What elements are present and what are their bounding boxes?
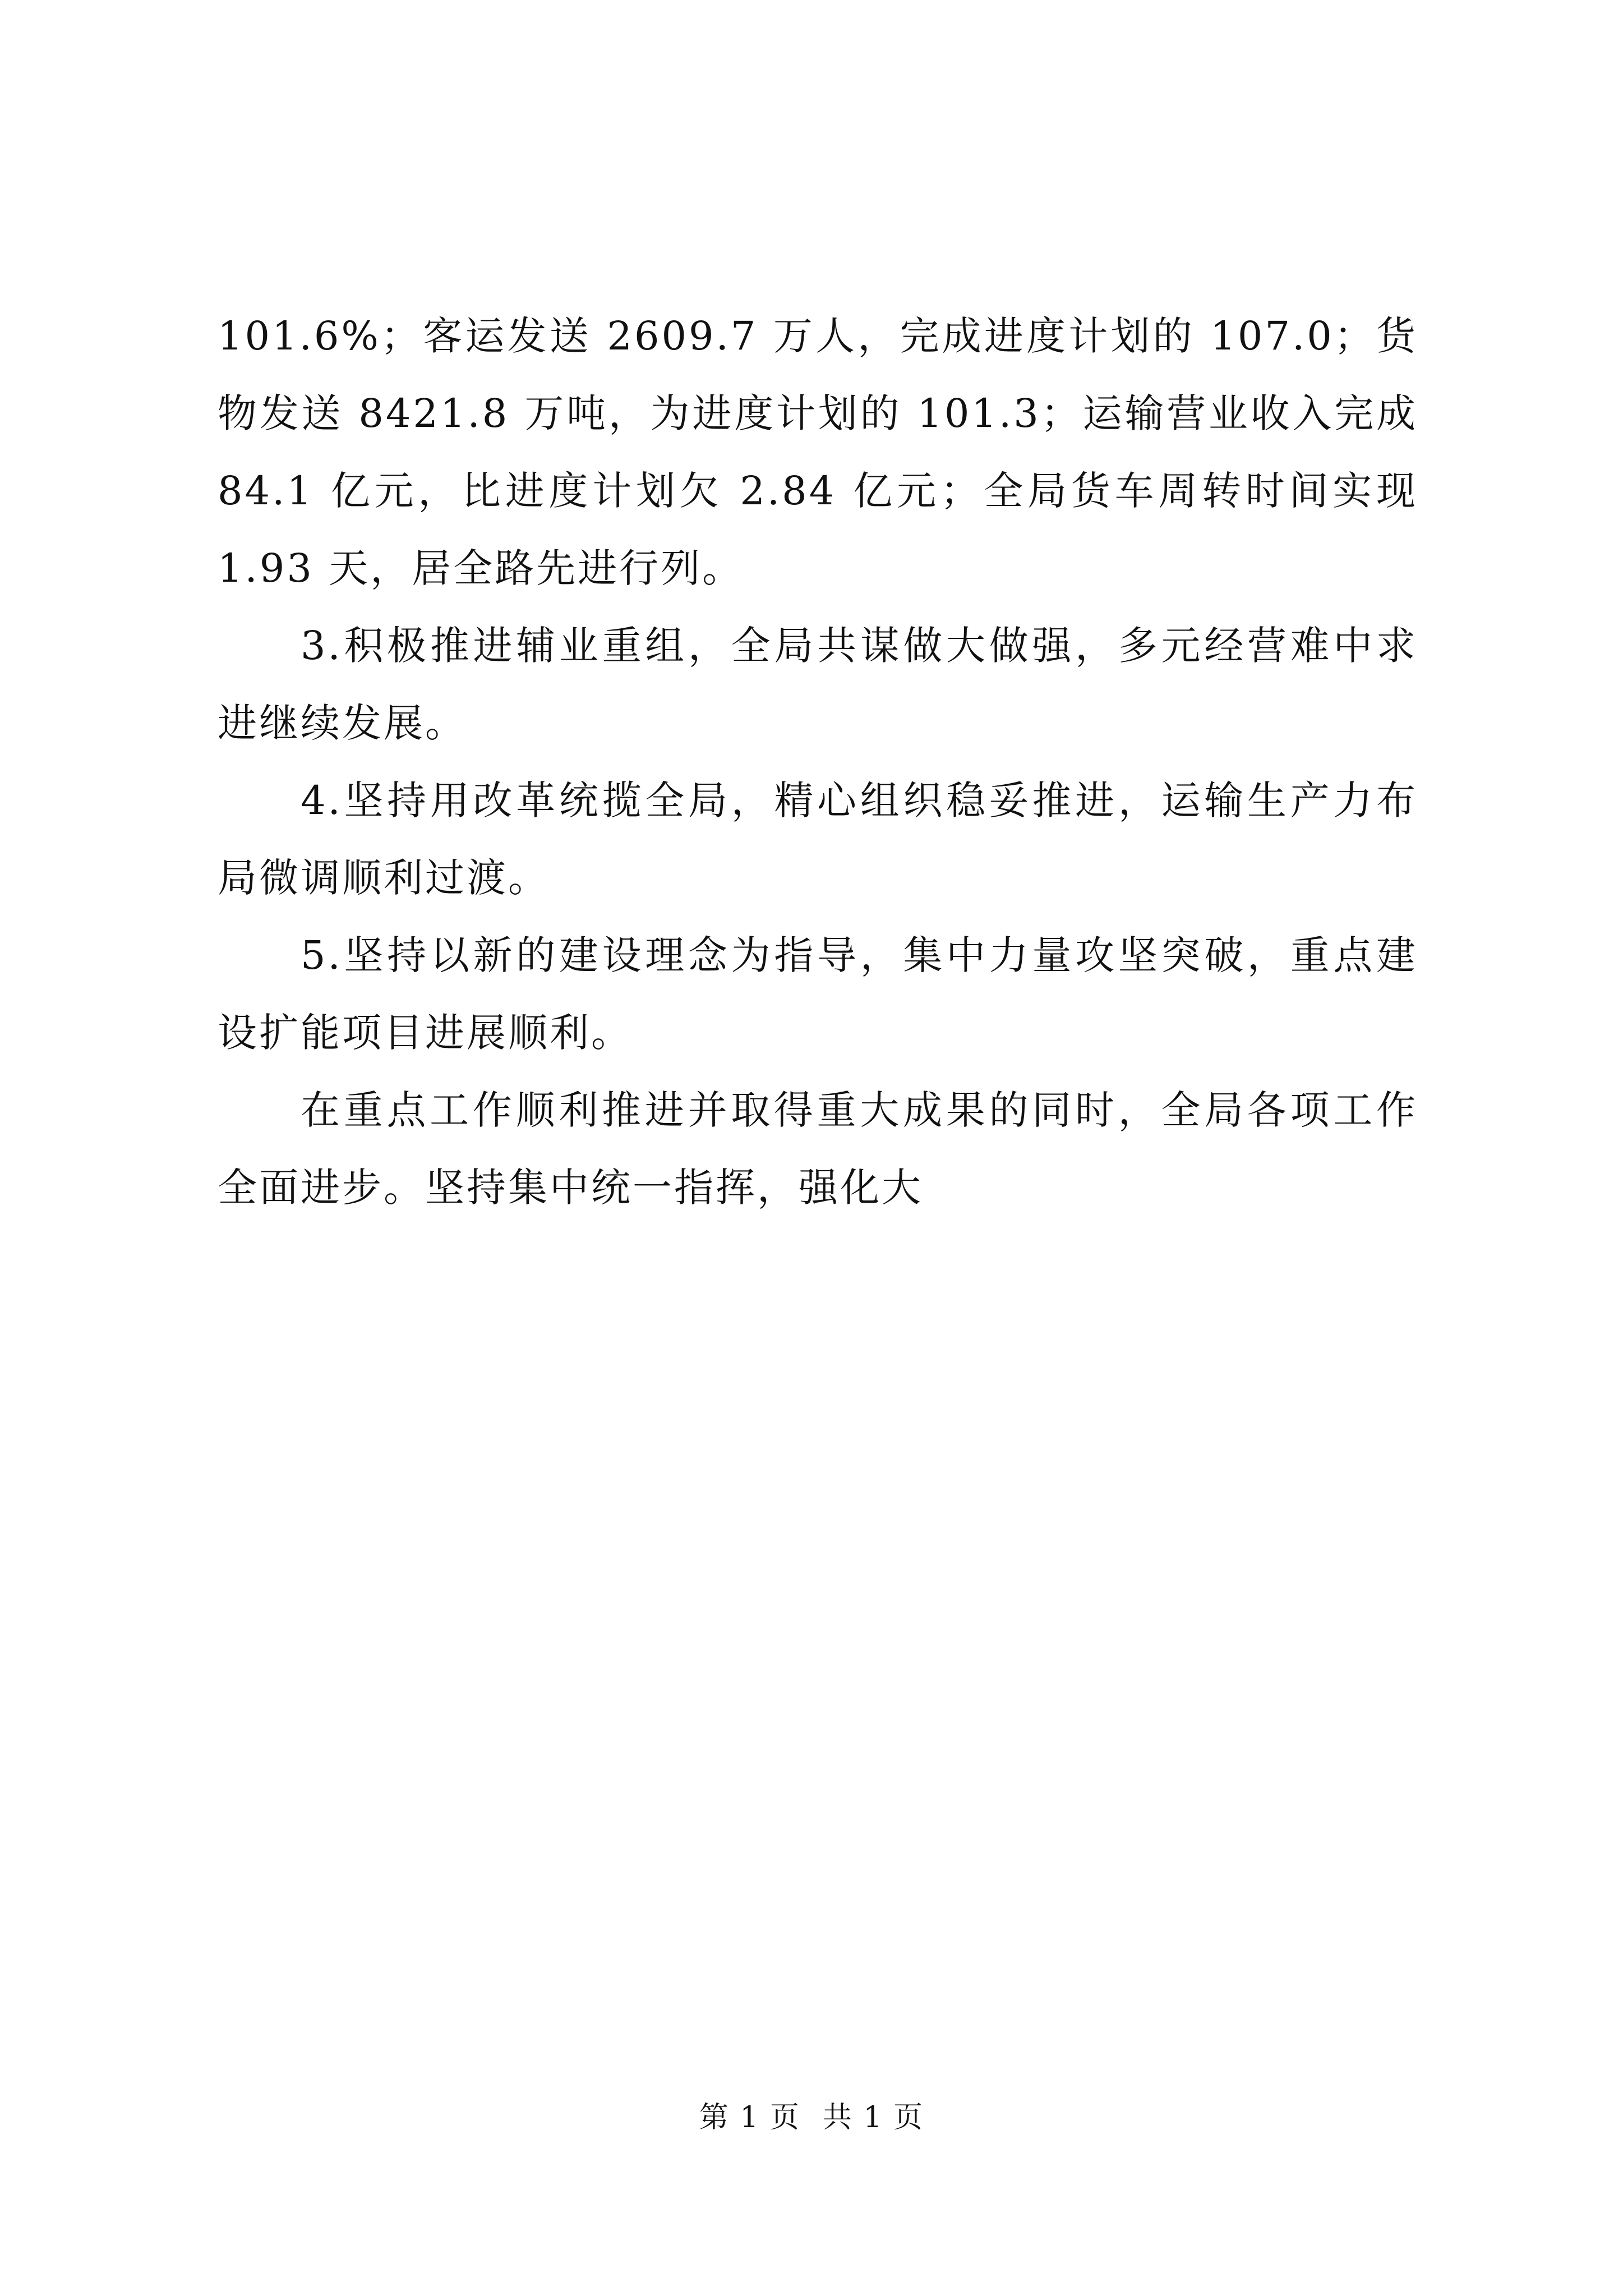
paragraph-2: 3.积极推进辅业重组，全局共谋做大做强，多元经营难中求进继续发展。	[218, 623, 1418, 746]
paragraph-4: 5.坚持以新的建设理念为指导，集中力量攻坚突破，重点建设扩能项目进展顺利。	[218, 932, 1418, 1056]
page-total: 共 1 页	[823, 2101, 924, 2134]
paragraph-5: 在重点工作顺利推进并取得重大成果的同时，全局各项工作全面进步。坚持集中统一指挥，强化大	[218, 1087, 1418, 1211]
paragraph-1: 101.6%；客运发送 2609.7 万人，完成进度计划的 107.0；货物发送 8421.8 万吨，为进度计划的 101.3；运输营业收入完成 84.1 亿元，比进度计划欠 2.84 亿元；全局货车周转时间实现 1.93 天，居全路先进行列。	[218, 313, 1418, 591]
paragraph-3: 4.坚持用改革统揽全局，精心组织稳妥推进，运输生产力布局微调顺利过渡。	[218, 777, 1418, 901]
document-body	[218, 297, 1418, 1226]
page-number: 第 1 页	[699, 2101, 800, 2134]
page-footer	[0, 2098, 1623, 2137]
